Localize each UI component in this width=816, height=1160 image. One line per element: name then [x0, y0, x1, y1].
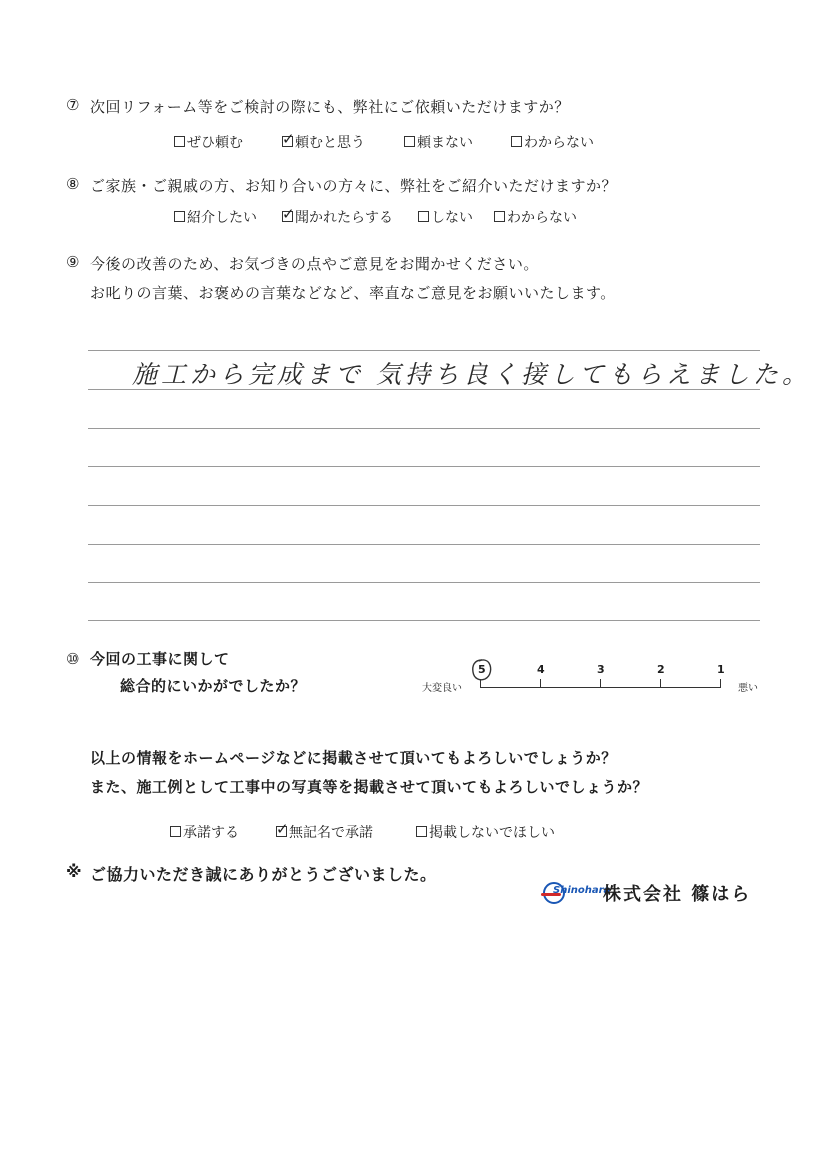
logo-text: Shinohara: [553, 885, 611, 896]
scale-tick: [660, 679, 661, 687]
q8-option-1[interactable]: 紹介したい: [174, 207, 257, 227]
q7-question: 次回リフォーム等をご検討の際にも、弊社にご依頼いただけますか？: [90, 98, 570, 116]
ruled-line: [88, 544, 760, 545]
scale-tick: [600, 679, 601, 687]
selected-circle-icon: [470, 658, 494, 684]
ruled-line: [88, 620, 760, 621]
ruled-line: [88, 466, 760, 467]
scale-left-label: 大変良い: [422, 683, 462, 694]
q8-question: ご家族・ご親戚の方、お知り合いの方々に、弊社をご紹介いただけますか？: [90, 177, 618, 195]
publish-question-line1: 以上の情報をホームページなどに掲載させて頂いてもよろしいでしょうか？: [90, 749, 617, 767]
q10-number: ⑩: [66, 650, 80, 668]
checkbox[interactable]: [404, 136, 415, 147]
checkbox[interactable]: [416, 826, 427, 837]
q9-question-line2: お叱りの言葉、お褒めの言葉などなど、率直なご意見をお願いいたします。: [90, 284, 616, 302]
company-name: 株式会社 篠はら: [603, 884, 752, 905]
q9-number: ⑨: [66, 253, 80, 271]
q8-option-2[interactable]: ✓ 聞かれたらする: [282, 205, 393, 226]
checkmark-icon: ✓: [282, 130, 295, 148]
q7-option-2[interactable]: ✓ 頼むと思う: [282, 130, 365, 151]
q9-question-line1: 今後の改善のため、お気づきの点やご意見をお聞かせください。: [90, 255, 539, 273]
publish-option-3[interactable]: 掲載しないでほしい: [416, 822, 555, 842]
ruled-line: [88, 505, 760, 506]
scale-value-3[interactable]: 3: [597, 663, 605, 676]
scale-tick: [720, 679, 721, 687]
thanks-message: ご協力いただき誠にありがとうございました。: [90, 865, 437, 884]
ruled-line: [88, 582, 760, 583]
checkbox-checked[interactable]: [276, 820, 289, 838]
ruled-line: [88, 428, 760, 429]
q10-question-line1: 今回の工事に関して: [90, 650, 230, 668]
checkbox[interactable]: [494, 211, 505, 222]
checkbox[interactable]: [511, 136, 522, 147]
scale-value-2[interactable]: 2: [657, 663, 665, 676]
q8-number: ⑧: [66, 175, 80, 193]
checkbox[interactable]: [174, 136, 185, 147]
checkmark-icon: ✓: [276, 820, 289, 838]
ruled-line: [88, 350, 760, 351]
scale-value-5[interactable]: 5: [478, 663, 486, 676]
checkbox[interactable]: [418, 211, 429, 222]
checkmark-icon: ✓: [282, 205, 295, 223]
scale-tick: [540, 679, 541, 687]
checkbox-checked[interactable]: [282, 130, 295, 148]
q8-option-4[interactable]: わからない: [494, 207, 577, 227]
publish-option-2[interactable]: ✓ 無記名で承諾: [276, 820, 373, 841]
checkbox[interactable]: [170, 826, 181, 837]
publish-option-1[interactable]: 承諾する: [170, 822, 239, 842]
checkbox-checked[interactable]: [282, 205, 295, 223]
scale-right-label: 悪い: [738, 683, 758, 694]
scale-line: [480, 687, 721, 688]
q7-option-4[interactable]: わからない: [511, 132, 594, 152]
scale-value-4[interactable]: 4: [537, 663, 545, 676]
checkbox[interactable]: [174, 211, 185, 222]
q8-option-3[interactable]: しない: [418, 207, 473, 227]
q10-question-line2: 総合的にいかがでしたか？: [120, 677, 307, 695]
publish-question-line2: また、施工例として工事中の写真等を掲載させて頂いてもよろしいでしょうか？: [90, 778, 649, 796]
q7-option-3[interactable]: 頼まない: [404, 132, 473, 152]
q7-number: ⑦: [66, 96, 80, 114]
note-mark: ※: [66, 862, 83, 881]
q7-option-1[interactable]: ぜひ頼む: [174, 132, 243, 152]
scale-value-1[interactable]: 1: [717, 663, 725, 676]
handwritten-answer: 施工から完成まで 気持ち良く接してもらえました。: [132, 360, 811, 389]
